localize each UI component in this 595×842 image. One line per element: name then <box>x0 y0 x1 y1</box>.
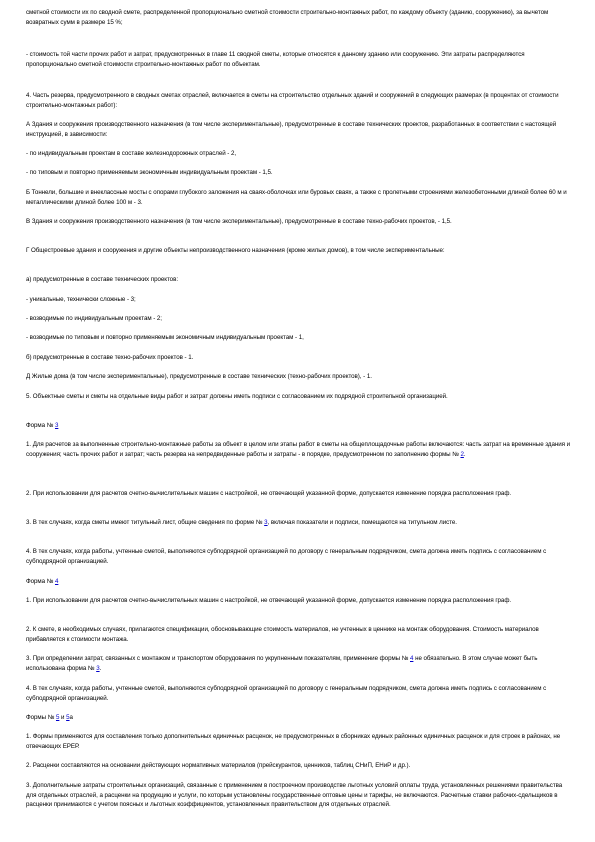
paragraph: В Здания и сооружения производственного назначения (в том числе экспериментальные), предусмотренные в составе техно-рабочих проектов, - 1,5. <box>26 218 452 225</box>
form-link[interactable]: 3 <box>96 664 100 672</box>
form-link[interactable]: 2 <box>460 450 464 458</box>
paragraph: - возводимые по типовым и повторно применяемым экономичным индивидуальным проектам - 1, <box>26 334 304 341</box>
paragraph: б) предусмотренные в составе техно-рабочих проектов - 1. <box>26 354 194 361</box>
paragraph: - стоимость той части прочих работ и затрат, предусмотренных в главе 11 сводной сметы, которые относятся к данному зданию или сооружению. Эти затраты распределяются пропорционально сметной стоимости строительно-монтажных работ по объектам. <box>26 51 525 68</box>
paragraph: 4. В тех случаях, когда работы, учтенные сметой, выполняются субподрядной организацией по договору с генеральным подрядчиком, смета должна иметь подпись с согласованием с субподрядной организацией. <box>26 685 547 702</box>
paragraph-with-link: Форма № 3 <box>26 422 59 429</box>
paragraph: 2. Расценки составляются на основании действующих нормативных материалов (прейскурантов, ценников, таблиц СНиП, ЕНиР и др.). <box>26 762 411 769</box>
paragraph-with-link: 3. При определении затрат, связанных с монтажом и транспортом оборудования по укрупненным показателям, применение формы № 4 не обязательно. В этом случае может быть использована форма № 3. <box>26 655 538 672</box>
form-link[interactable]: 3 <box>54 422 59 429</box>
paragraph: - по типовым и повторно применяемым экономичным индивидуальным проектам - 1,5. <box>26 169 273 176</box>
paragraph: 5. Объектные сметы и сметы на отдельные виды работ и затрат должны иметь подписи с согласованием их подрядной строительной организацией. <box>26 393 448 400</box>
paragraph: сметной стоимости их по сводной смете, распределенной пропорционально сметной стоимости строительно-монтажных работ, по каждому объекту (зданию, сооружению), за вычетом возвратных сумм в размере 15 %; <box>26 9 549 26</box>
paragraph: а) предусмотренные в составе технических проектов: <box>26 276 178 283</box>
paragraph: 4. Часть резерва, предусмотренного в сводных сметах отраслей, включается в сметы на строительство отдельных зданий и сооружений в следующих размерах (в процентах от стоимости строительно-монтажных работ): <box>26 92 559 109</box>
paragraph-with-link: 1. Для расчетов за выполненные строительно-монтажные работы за объект в целом или этапы работ в сметы на общеплощадочные работы включаются: часть затрат на временные здания и сооружения; часть прочих работ и затрат; часть резерва на непредвиденные работы и затраты - в порядке, предусмотренном по заполнению формы № 2. <box>26 441 571 458</box>
form-link[interactable]: 4 <box>54 578 59 585</box>
paragraph: А Здания и сооружения производственного назначения (в том числе экспериментальные), предусмотренные в составе технических проектов, разработанных в соответствии с настоящей инструкцией, в зависимости: <box>26 121 557 138</box>
paragraph: 1. Формы применяются для составления только дополнительных единичных расценок, не предусмотренных в сборниках единых районных единичных расценок и для строек в районах, не отвечающих ЕРЕР. <box>26 733 561 750</box>
paragraph-with-link: Формы № 5 и 5а <box>26 714 73 721</box>
form-link[interactable]: 5 <box>66 714 70 721</box>
paragraph: 4. В тех случаях, когда работы, учтенные сметой, выполняются субподрядной организацией по договору с генеральным подрядчиком, смета должна иметь подпись с согласованием с субподрядной организацией. <box>26 548 547 565</box>
paragraph-with-link: Форма № 4 <box>26 578 59 585</box>
paragraph: - по индивидуальным проектам в составе железнодорожных отраслей - 2, <box>26 150 237 157</box>
form-link[interactable]: 5 <box>55 714 60 721</box>
paragraph: 1. При использовании для расчетов счетно-вычислительных машин с настройкой, не отвечающей указанной форме, допускается изменение порядка расположения граф. <box>26 597 512 604</box>
paragraph: Б Тоннели, большие и внеклассные мосты с опорами глубокого заложения на сваях-оболочках или буровых сваях, а также с пролетными строениями железобетонными длиной более 60 м и металлическими длиной более 100 м - 3. <box>26 189 567 206</box>
paragraph: 3. Дополнительные затраты строительных организаций, связанные с применением в построечном производстве льготных условий оплаты труда, установленных решениями правительства для отдельных отраслей, а расценки на продукцию и услуги, по которым установлены государственные оптовые цены и тарифы, не включаются. Расчетные ставки рабочих-сдельщиков в расценки принимаются с учетом поясных и льготных коэффициентов, установленных правительством для отдельных отраслей. <box>26 782 563 809</box>
paragraph: - уникальные, технически сложные - 3; <box>26 296 136 303</box>
form-link[interactable]: 3 <box>264 519 268 526</box>
paragraph: - возводимые по индивидуальным проектам - 2; <box>26 315 162 322</box>
form-link[interactable]: 4 <box>410 655 414 662</box>
paragraph: Д Жилые дома (в том числе экспериментальные), предусмотренные в составе технических (техно-рабочих проектов), - 1. <box>26 373 372 380</box>
paragraph: 2. При использовании для расчетов счетно-вычислительных машин с настройкой, не отвечающей указанной форме, допускается изменение порядка расположения граф. <box>26 490 512 497</box>
paragraph: 2. К смете, в необходимых случаях, прилагаются спецификации, обосновывающие стоимость материалов, не учтенных в ценнике на монтаж оборудования. Стоимость материалов прибавляется к стоимости монтажа. <box>26 626 539 643</box>
paragraph-with-link: 3. В тех случаях, когда сметы имеют титульный лист, общие сведения по форме № 3, включая показатели и подписи, помещаются на титульном листе. <box>26 519 457 526</box>
paragraph: Г Общестроевые здания и сооружения и другие объекты непроизводственного назначения (кроме жилых домов), в том числе экспериментальные: <box>26 247 445 254</box>
